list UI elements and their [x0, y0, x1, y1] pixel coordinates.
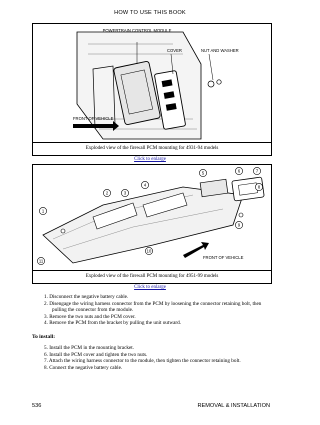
callout-3: 3 — [123, 190, 127, 196]
callout-9: 9 — [237, 222, 241, 228]
label-nut-washer: NUT AND WASHER — [201, 48, 239, 53]
install-steps — [44, 345, 274, 371]
removal-steps — [44, 294, 274, 327]
figure-caption-2: Exploded view of the firewall PCM mounting for 4951-99 models — [33, 270, 271, 283]
label-front-of-vehicle-1: FRONT OF VEHICLE — [73, 116, 114, 121]
figure-pcm-1993-94 — [32, 23, 272, 156]
list-item: 5. Install the PCM in the mounting bracket. — [44, 345, 135, 351]
enlarge-link-1[interactable]: Click to enlarge — [134, 157, 166, 162]
label-front-of-vehicle-2: FRONT OF VEHICLE — [203, 255, 244, 260]
list-item: 1. Disconnect the negative battery cable. — [44, 294, 129, 300]
page-number: 536 — [32, 403, 42, 409]
list-item: 6. Install the PCM cover and tighten the two nuts. — [44, 351, 148, 358]
figure-caption-1: Exploded view of the firewall PCM mounting for 4931-94 models — [33, 142, 271, 155]
figure-pcm-1995-99 — [32, 164, 272, 284]
illustration-pcm-firewall-2 — [33, 165, 271, 272]
list-item: 8. Connect the negative battery cable. — [44, 364, 123, 371]
illustration-pcm-firewall-1 — [33, 24, 271, 144]
enlarge-link-2[interactable]: Click to enlarge — [134, 285, 166, 290]
install-heading: To install: — [32, 334, 56, 340]
list-item: 2. Disengage the wiring harness connector from the PCM by loosening the connector retaining bolt, then pulling the connector from the module. — [44, 300, 262, 314]
label-cover: COVER — [167, 48, 182, 53]
list-item: 3. Remove the two nuts and the PCM cover. — [44, 313, 136, 320]
callout-7: 7 — [255, 168, 259, 174]
callout-5: 5 — [201, 170, 205, 176]
list-item: 7. Attach the wiring harness connector to the module, then tighten the connector retaining bolt. — [44, 358, 241, 365]
section-title: REMOVAL & INSTALLATION — [197, 403, 270, 409]
callout-2: 2 — [105, 190, 109, 196]
callout-1: 1 — [41, 208, 45, 214]
callout-4: 4 — [143, 182, 147, 188]
callout-11: 11 — [38, 258, 44, 264]
callout-8: 8 — [257, 184, 261, 190]
callout-10: 10 — [146, 248, 152, 254]
callout-6: 6 — [237, 168, 241, 174]
page-header: HOW TO USE THIS BOOK — [114, 10, 186, 16]
label-pcm: POWERTRAIN CONTROL MODULE — [102, 28, 172, 33]
list-item: 4. Remove the PCM from the bracket by pulling the unit outward. — [44, 320, 182, 327]
